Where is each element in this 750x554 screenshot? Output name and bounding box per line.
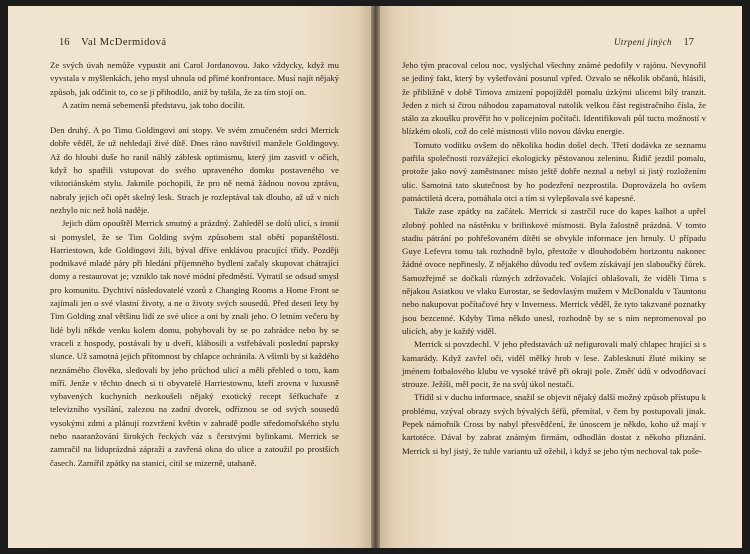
book-gutter — [371, 6, 380, 548]
paragraph: Třídil si v duchu informace, snažil se objevit nějaký další možný způsob přístupu k problému, vzýval obrazy svých bývalých šéfů, přemítal, v čem by postupovali jinak. Pepek námořník Cross by nabyl přesvědčení, že únoscem je někdo, koho už mají v kartotéce. Dával by zabrat známým firmám, odhodlán dostat z někoho přiznání. Merrick si byl jistý, že tuhle variantu už ožebil, i když se jeho tým nechoval tak poše- — [402, 392, 706, 456]
right-page-number: 17 — [683, 37, 694, 48]
left-page — [8, 6, 371, 548]
right-page — [380, 6, 742, 548]
paragraph: Takže zase zpátky na začátek. Merrick si zastrčil ruce do kapes kalhot a upřel zlobný pohled na nástěnku v brifinkové místnosti. Byla žalostně prázdná. V tomto stadiu pátrání po pohřešovaném dítěti se obvykle informace jen hrnuly. U případu Guye Lefevra tomu tak rozhodně bylo, přestože v dlouhodobém horizontu nakonec žádné ovoce nepřinesly. Z nějakého důvodu teď ovšem získávají jen slaboučký čůrek. Samozřejmě se dočkali různých zdržovaček. Volající ohlašovali, že viděli Tima s nějakou Asiatkou ve vlaku Eurostar, se šedovlasým mužem v McDonaldu v Tauntonu nebo nakupovat počítačové hry v Inverness. Merrick věděl, že tyto takzvané poznatky jsou bezcenné. Kdyby Tima někdo unesl, rozhodně by se s ním nepromenoval po ulicích, aby je každý viděl. — [402, 206, 706, 336]
paragraph: Merrick si povzdechl. V jeho představách už nefigurovali malý chlapec hrající si s kamarády. Když zavřel oči, viděl mělký hrob v lese. Zablesknutí žluté mikiny se jménem fotbalového klubu ve vysoké trávě při okraji pole. Změť údů v odvodňovací strouze. Ježíši, měl pocit, že na svůj úkol nestačí. — [402, 339, 706, 390]
paragraph: Tomuto vodítku ovšem do několika hodin došel dech. Třetí dodávka ze seznamu patřila společnosti rozvážející ekologicky pěstovanou zeleninu. Řidič jezdil pomalu, protože jako nový zaměstnanec místo ještě dobře neznal a nebyl si jistý rozložením ulic. Samotná tato skutečnost by ho podezření nezprostila. Doprovázela ho ovšem patnáctiletá dcera, pomáhala otci a tím si vylepšovala své kapesné. — [402, 139, 706, 203]
paragraph: Jejich dům opouštěl Merrick smutný a prázdný. Zahleděl se dolů ulicí, s ironií si pomyslel, že se Tim Golding svým způsobem stal obětí popanštělosti. Harriestown, kde Goldingovi žili, býval dříve enklávou pracující třídy. Později podnikavé mladé páry při hledání příjemného bydlení začaly skupovat chátrající domy a restaurovat je; vzniklo tak nové módní předměstí. Vytratil se odsud smysl pro komunitu. Dychtiví následovatelé vzorů z Changing Rooms a Home Front se zajímali jen o své vlastní životy, a ne o životy svých sousedů. Před deseti lety by Tim Golding znal většinu lidí ze své ulice a oni by znali jeho. O letním večeru by lidé byli někde venku kolem domu, pohybovali by se po zahrádce nebo by se vraceli z hospody, postávali by u dveří, klábosili a vstřebávali poslední paprsky slunce. Už samotná jejich přítomnost by chlapce ochránila. A všimli by si každého neznámého člověka, sledovali by jeho průchod ulicí a měli přehled o tom, kam míří. Jenže v těchto dnech si ti obyvatelé Harriestownu, kteří zrovna v luxusně vybavených kuchyních nezkoušeli nějaký exotický recept šéfkuchaře z televizního vysílání, zalezou na zadní dvorek, odříznou se od svých sousedů vysokými zdmi a plánují rozvržení květin v zahradě podle středomořského stylu nebo naaranžování širokých řeckých váz s čerstvými bylinkami. Merrick se zamračil na liduprázdná zápraží a zavřená okna do ulice a zatoužil po prostších časech. Zamířil zpátky na stanici, cítil se mizerně, utahaně. — [50, 218, 339, 468]
right-running-head — [402, 37, 706, 49]
right-page-body — [402, 59, 706, 458]
left-page-body — [50, 59, 339, 470]
paragraph: A zatím nemá sebemenší představu, jak toho docílit. — [62, 99, 245, 110]
left-running-head-author: Val McDermidová — [81, 37, 167, 48]
right-running-head-title: Utrpení jiných — [614, 37, 672, 47]
paragraph: Jeho tým pracoval celou noc, vyslýchal všechny známé pedofily v rajónu. Nevynořil se jediný fakt, který by vyšetřování posunul vpřed. Ozvalo se několik občanů, hlásili, že přibližně v době Timova zmizení popojížděl pomalu úzkými ulicemi bílý tranzit. Jeden z nich si čirou náhodou zapamatoval natolik velkou část registračního čísla, že stálo za zkoušku prověřit ho v policejním počítači. Identifikovali půl tuctu možností v blízkém okolí, což do celé místnosti vlilo novou dávku energie. — [402, 60, 706, 137]
left-page-number: 16 — [59, 37, 70, 48]
paragraph: Ze svých úvah nemůže vypustit ani Carol Jordanovou. Jako vždycky, když mu vyvstala v myšlenkách, jeho mysl uhnula od přímé konfrontace. Musí najít nějaký způsob, jak odčinit to, co se jí přihodilo, aniž by tušila, že za tím stojí on. — [50, 60, 339, 97]
paragraph: Den druhý. A po Timu Goldingovi ani stopy. Ve svém zmučeném srdci Merrick dobře věděl, že už nehledají živé dítě. Dnes ráno navštívil manžele Goldingovy. Až do hloubi duše ho ranil náhlý záblesk optimismu, který jim zasvitl v očích, když ho spatřili vstupovat do svého upraveného domku postaveného ve viktoriánském stylu. Jakmile pochopili, že pro ně nemá žádnou novou zprávu, nabraly jejich oči opět skelný lesk. Strach je rozleptával tak dlouho, až už v nich nezbylo nic než holá naděje. — [50, 125, 339, 215]
left-running-head — [50, 37, 339, 49]
